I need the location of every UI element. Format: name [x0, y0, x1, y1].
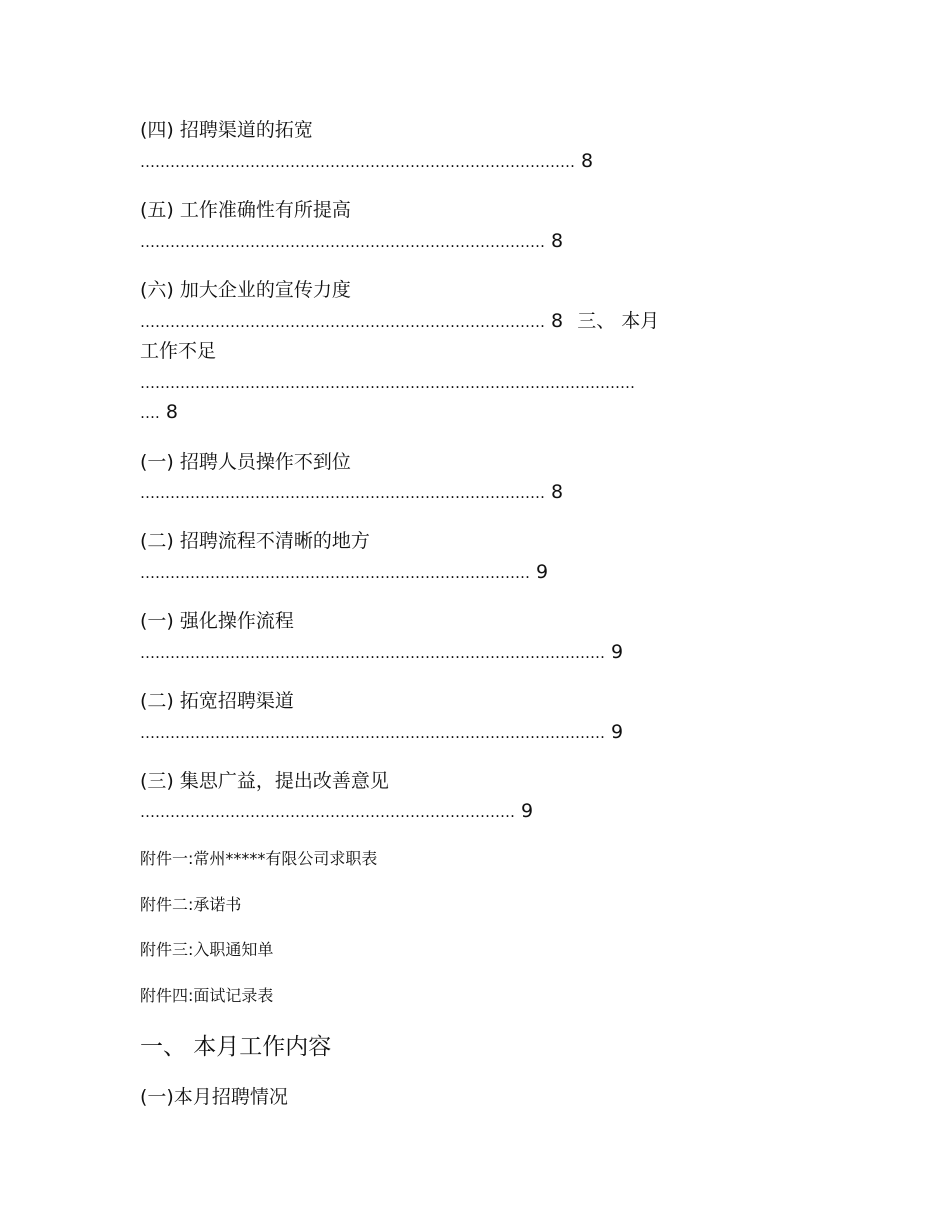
attachment-item: 附件四:面试记录表 — [140, 986, 274, 1005]
toc-entry-title-continued: 三、 本月 — [577, 310, 660, 332]
toc-entry-leader — [140, 149, 593, 174]
dot-leader: ……………………………………………………………………… — [140, 313, 545, 331]
toc-page-number: 8 — [551, 230, 564, 252]
attachment-item: 附件一:常州*****有限公司求职表 — [140, 849, 378, 868]
toc-page-number: 9 — [521, 800, 534, 822]
toc-page-number: 8 — [165, 401, 178, 423]
toc-page-number: 9 — [611, 641, 624, 663]
dot-leader: …………………………………………………………………… — [140, 564, 530, 582]
toc-entry-title: (二) 招聘流程不清晰的地方 — [140, 530, 370, 552]
toc-page-number: 9 — [536, 561, 549, 583]
toc-entry-title: (六) 加大企业的宣传力度 — [140, 279, 351, 301]
dot-leader: …. — [140, 404, 160, 422]
toc-page-number: 8 — [581, 150, 594, 172]
subsection-heading: (一)本月招聘情况 — [140, 1086, 288, 1108]
toc-entry-leader-continued — [140, 400, 178, 425]
dot-leader: ………………………………………………………………… — [140, 803, 515, 821]
section-heading: 一、 本月工作内容 — [140, 1034, 332, 1060]
attachment-item: 附件三:入职通知单 — [140, 940, 274, 959]
toc-entry-leader — [140, 720, 623, 745]
dot-leader: ……………………………………………………………………… — [140, 233, 545, 251]
toc-entry-title: (一) 招聘人员操作不到位 — [140, 451, 351, 473]
toc-entry-title: (一) 强化操作流程 — [140, 610, 294, 632]
toc-entry-title: (五) 工作准确性有所提高 — [140, 199, 351, 221]
dot-leader: ……………………………………………………………………………………… — [140, 374, 635, 392]
dot-leader: ………………………………………………………………………………… — [140, 644, 605, 662]
toc-page-number: 8 — [551, 481, 564, 503]
toc-entry-title: (三) 集思广益，提出改善意见 — [140, 770, 389, 792]
toc-entry-leader — [140, 640, 623, 665]
toc-entry-title: (二) 拓宽招聘渠道 — [140, 690, 294, 712]
dot-leader: ……………………………………………………………………… — [140, 484, 545, 502]
toc-entry-leader — [140, 309, 659, 334]
toc-entry-title: (四) 招聘渠道的拓宽 — [140, 119, 313, 141]
toc-entry-leader — [140, 560, 548, 585]
toc-page-number: 8 — [551, 310, 564, 332]
toc-entry-leader — [140, 229, 563, 254]
dot-leader: …………………………………………………………………………… — [140, 153, 575, 171]
toc-page-number: 9 — [611, 721, 624, 743]
toc-entry-title: 工作不足 — [140, 340, 217, 362]
dot-leader: ………………………………………………………………………………… — [140, 724, 605, 742]
toc-entry-leader — [140, 370, 635, 395]
toc-entry-leader — [140, 480, 563, 505]
attachment-item: 附件二:承诺书 — [140, 895, 242, 914]
toc-entry-leader — [140, 799, 533, 824]
